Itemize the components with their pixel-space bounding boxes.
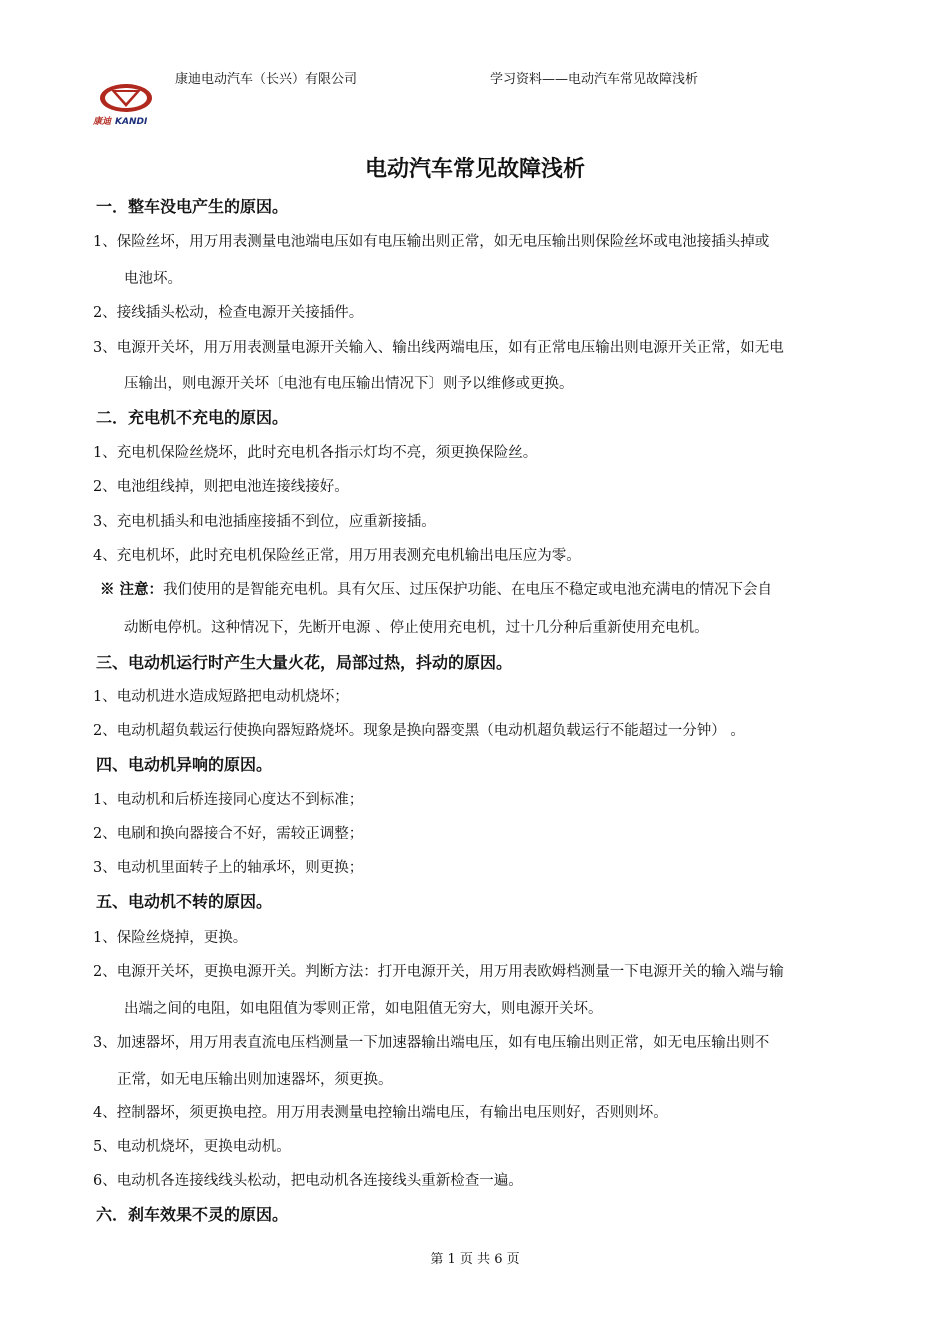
- page-title: 电动汽车常见故障浅析: [364, 157, 585, 182]
- s5-item-2: 2、电源开关坏，更换电源开关。判断方法：打开电源开关，用万用表欧姆档测量一下电源开关的输入端与输: [93, 964, 784, 980]
- section-1-heading: 一．整车没电产生的原因。: [96, 197, 289, 216]
- s5-item-1: 1、保险丝烧掉，更换。: [93, 930, 248, 946]
- s2-item-2: 2、电池组线掉，则把电池连接线接好。: [93, 479, 349, 495]
- s4-item-1: 1、电动机和后桥连接同心度达不到标准；: [93, 792, 364, 808]
- s5-item-3: 3、加速器坏，用万用表直流电压档测量一下加速器输出端电压，如有电压输出则正常，如无电压输出则不: [93, 1035, 770, 1051]
- section-3-heading: 三、电动机运行时产生大量火花，局部过热，抖动的原因。: [96, 653, 513, 672]
- s3-item-2: 2、电动机超负载运行使换向器短路烧坏。现象是换向器变黑（电动机超负载运行不能超过一分钟） 。: [93, 723, 745, 739]
- s2-note: [100, 578, 772, 599]
- section-5-heading: 五、电动机不转的原因。: [96, 892, 273, 911]
- s1-item-1-cont: 电池坏。: [124, 271, 182, 287]
- page-footer: 第 1 页 共 6 页: [430, 1252, 520, 1267]
- kandi-logo: [93, 82, 163, 126]
- header-doc-label: 学习资料——电动汽车常见故障浅析: [490, 72, 699, 87]
- s1-item-3-cont: 压输出，则电源开关坏〔电池有电压输出情况下〕则予以维修或更换。: [124, 376, 574, 392]
- s5-item-6: 6、电动机各连接线线头松动，把电动机各连接线头重新检查一遍。: [93, 1173, 523, 1189]
- note-text: 我们使用的是智能充电机。具有欠压、过压保护功能、在电压不稳定或电池充满电的情况下会自: [163, 582, 773, 598]
- section-4-heading: 四、电动机异响的原因。: [96, 755, 273, 774]
- s3-item-1: 1、电动机进水造成短路把电动机烧坏；: [93, 689, 349, 705]
- s5-item-5: 5、电动机烧坏，更换电动机。: [93, 1139, 291, 1155]
- section-2-heading: 二．充电机不充电的原因。: [96, 408, 289, 427]
- s5-item-2-cont: 出端之间的电阻，如电阻值为零则正常，如电阻值无穷大，则电源开关坏。: [124, 1001, 603, 1017]
- s1-item-2: 2、接线插头松动，检查电源开关接插件。: [93, 305, 364, 321]
- s5-item-3-cont: 正常，如无电压输出则加速器坏，须更换。: [117, 1072, 393, 1088]
- s5-item-4: 4、控制器坏，须更换电控。用万用表测量电控输出端电压，有输出电压则好，否则则坏。: [93, 1105, 668, 1121]
- s4-item-2: 2、电刷和换向器接合不好，需较正调整；: [93, 826, 364, 842]
- header-company: 康迪电动汽车（长兴）有限公司: [175, 72, 358, 87]
- s4-item-3: 3、电动机里面转子上的轴承坏，则更换；: [93, 860, 364, 876]
- s2-item-3: 3、充电机插头和电池插座接插不到位，应重新接插。: [93, 514, 436, 530]
- s1-item-1: 1、保险丝坏，用万用表测量电池端电压如有电压输出则正常，如无电压输出则保险丝坏或电池接插头掉或: [93, 234, 770, 250]
- section-6-heading: 六．刹车效果不灵的原因。: [96, 1205, 289, 1224]
- note-label: ※ 注意：: [100, 581, 164, 598]
- s1-item-3: 3、电源开关坏，用万用表测量电源开关输入、输出线两端电压，如有正常电压输出则电源开关正常，如无电: [93, 340, 784, 356]
- s2-item-4: 4、充电机坏，此时充电机保险丝正常，用万用表测充电机输出电压应为零。: [93, 548, 581, 564]
- svg-text:KANDI: KANDI: [115, 117, 148, 126]
- s2-item-1: 1、充电机保险丝烧坏，此时充电机各指示灯均不亮，须更换保险丝。: [93, 445, 538, 461]
- svg-text:康迪: 康迪: [93, 117, 112, 126]
- s2-note-cont: 动断电停机。这种情况下，先断开电源 、停止使用充电机，过十几分种后重新使用充电机。: [124, 620, 709, 636]
